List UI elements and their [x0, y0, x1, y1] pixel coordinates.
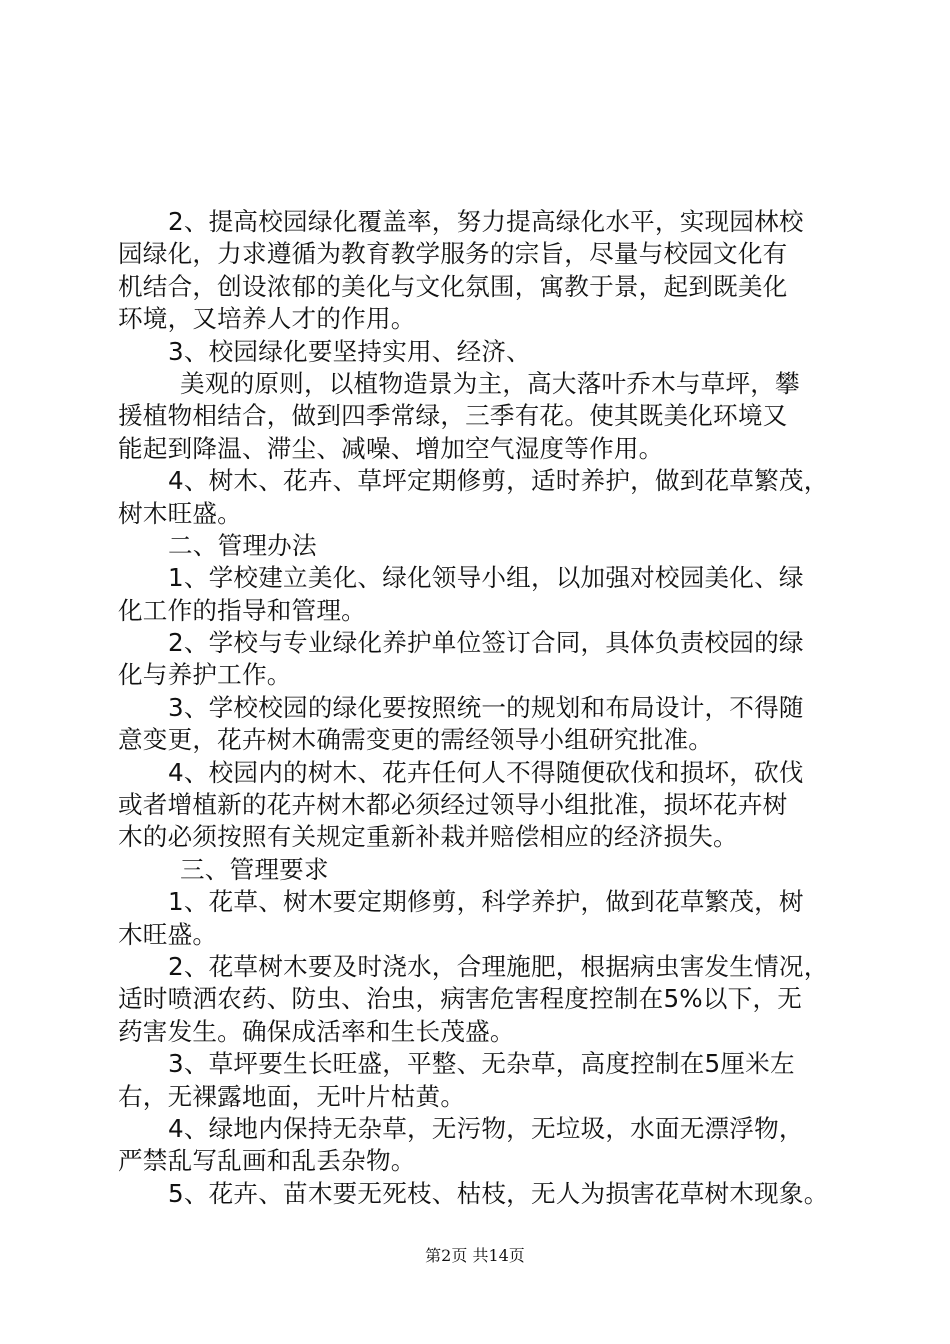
text-line: 木旺盛。	[118, 919, 218, 949]
text-line: 3、校园绿化要坚持实用、经济、	[168, 336, 531, 366]
text-line: 化与养护工作。	[118, 660, 292, 690]
text-line: 1、花草、树木要定期修剪，科学养护，做到花草繁茂，树	[168, 887, 804, 917]
text-line: 3、草坪要生长旺盛，平整、无杂草，高度控制在5厘米左	[168, 1049, 795, 1079]
text-line: 适时喷洒农药、防虫、治虫，病害危害程度控制在5%以下，无	[118, 984, 803, 1014]
text-line: 药害发生。确保成活率和生长茂盛。	[118, 1016, 515, 1046]
text-line: 机结合，创设浓郁的美化与文化氛围，寓教于景，起到既美化	[118, 271, 788, 301]
text-line: 4、校园内的树木、花卉任何人不得随便砍伐和损坏，砍伐	[168, 757, 804, 787]
text-line: 木的必须按照有关规定重新补栽并赔偿相应的经济损失。	[118, 822, 738, 852]
text-line: 能起到降温、滞尘、减噪、增加空气湿度等作用。	[118, 433, 664, 463]
text-line: 2、学校与专业绿化养护单位签订合同，具体负责校园的绿	[168, 628, 804, 658]
text-line: 树木旺盛。	[118, 498, 242, 528]
text-line: 1、学校建立美化、绿化领导小组，以加强对校园美化、绿	[168, 563, 804, 593]
text-line: 化工作的指导和管理。	[118, 595, 366, 625]
text-line: 援植物相结合，做到四季常绿，三季有花。使其既美化环境又	[118, 401, 788, 431]
page-footer: 第2页 共14页	[425, 1246, 525, 1265]
text-line: 严禁乱写乱画和乱丢杂物。	[118, 1146, 416, 1176]
text-line: 美观的原则，以植物造景为主，高大落叶乔木与草坪，攀	[180, 368, 800, 398]
text-line: 2、提高校园绿化覆盖率，努力提高绿化水平，实现园林校	[168, 207, 804, 236]
text-line: 4、树木、花卉、草坪定期修剪，适时养护，做到花草繁茂，	[168, 466, 829, 496]
text-line: 5、花卉、苗木要无死枝、枯枝，无人为损害花草树木现象。	[168, 1178, 829, 1208]
text-line: 环境，又培养人才的作用。	[118, 304, 416, 334]
text-line: 3、学校校园的绿化要按照统一的规划和布局设计，不得随	[168, 692, 804, 722]
text-line: 或者增植新的花卉树木都必须经过领导小组批准，损坏花卉树	[118, 790, 788, 820]
text-line: 园绿化，力求遵循为教育教学服务的宗旨，尽量与校园文化有	[118, 239, 788, 269]
text-line: 4、绿地内保持无杂草，无污物，无垃圾，水面无漂浮物，	[168, 1113, 804, 1143]
text-line: 意变更，花卉树木确需变更的需经领导小组研究批准。	[118, 725, 714, 755]
text-line: 三、管理要求	[180, 854, 329, 884]
text-line: 二、管理办法	[168, 530, 317, 560]
document-body	[118, 206, 846, 1210]
text-line: 2、花草树木要及时浇水，合理施肥，根据病虫害发生情况，	[168, 951, 829, 981]
text-line: 右，无裸露地面，无叶片枯黄。	[118, 1081, 466, 1111]
